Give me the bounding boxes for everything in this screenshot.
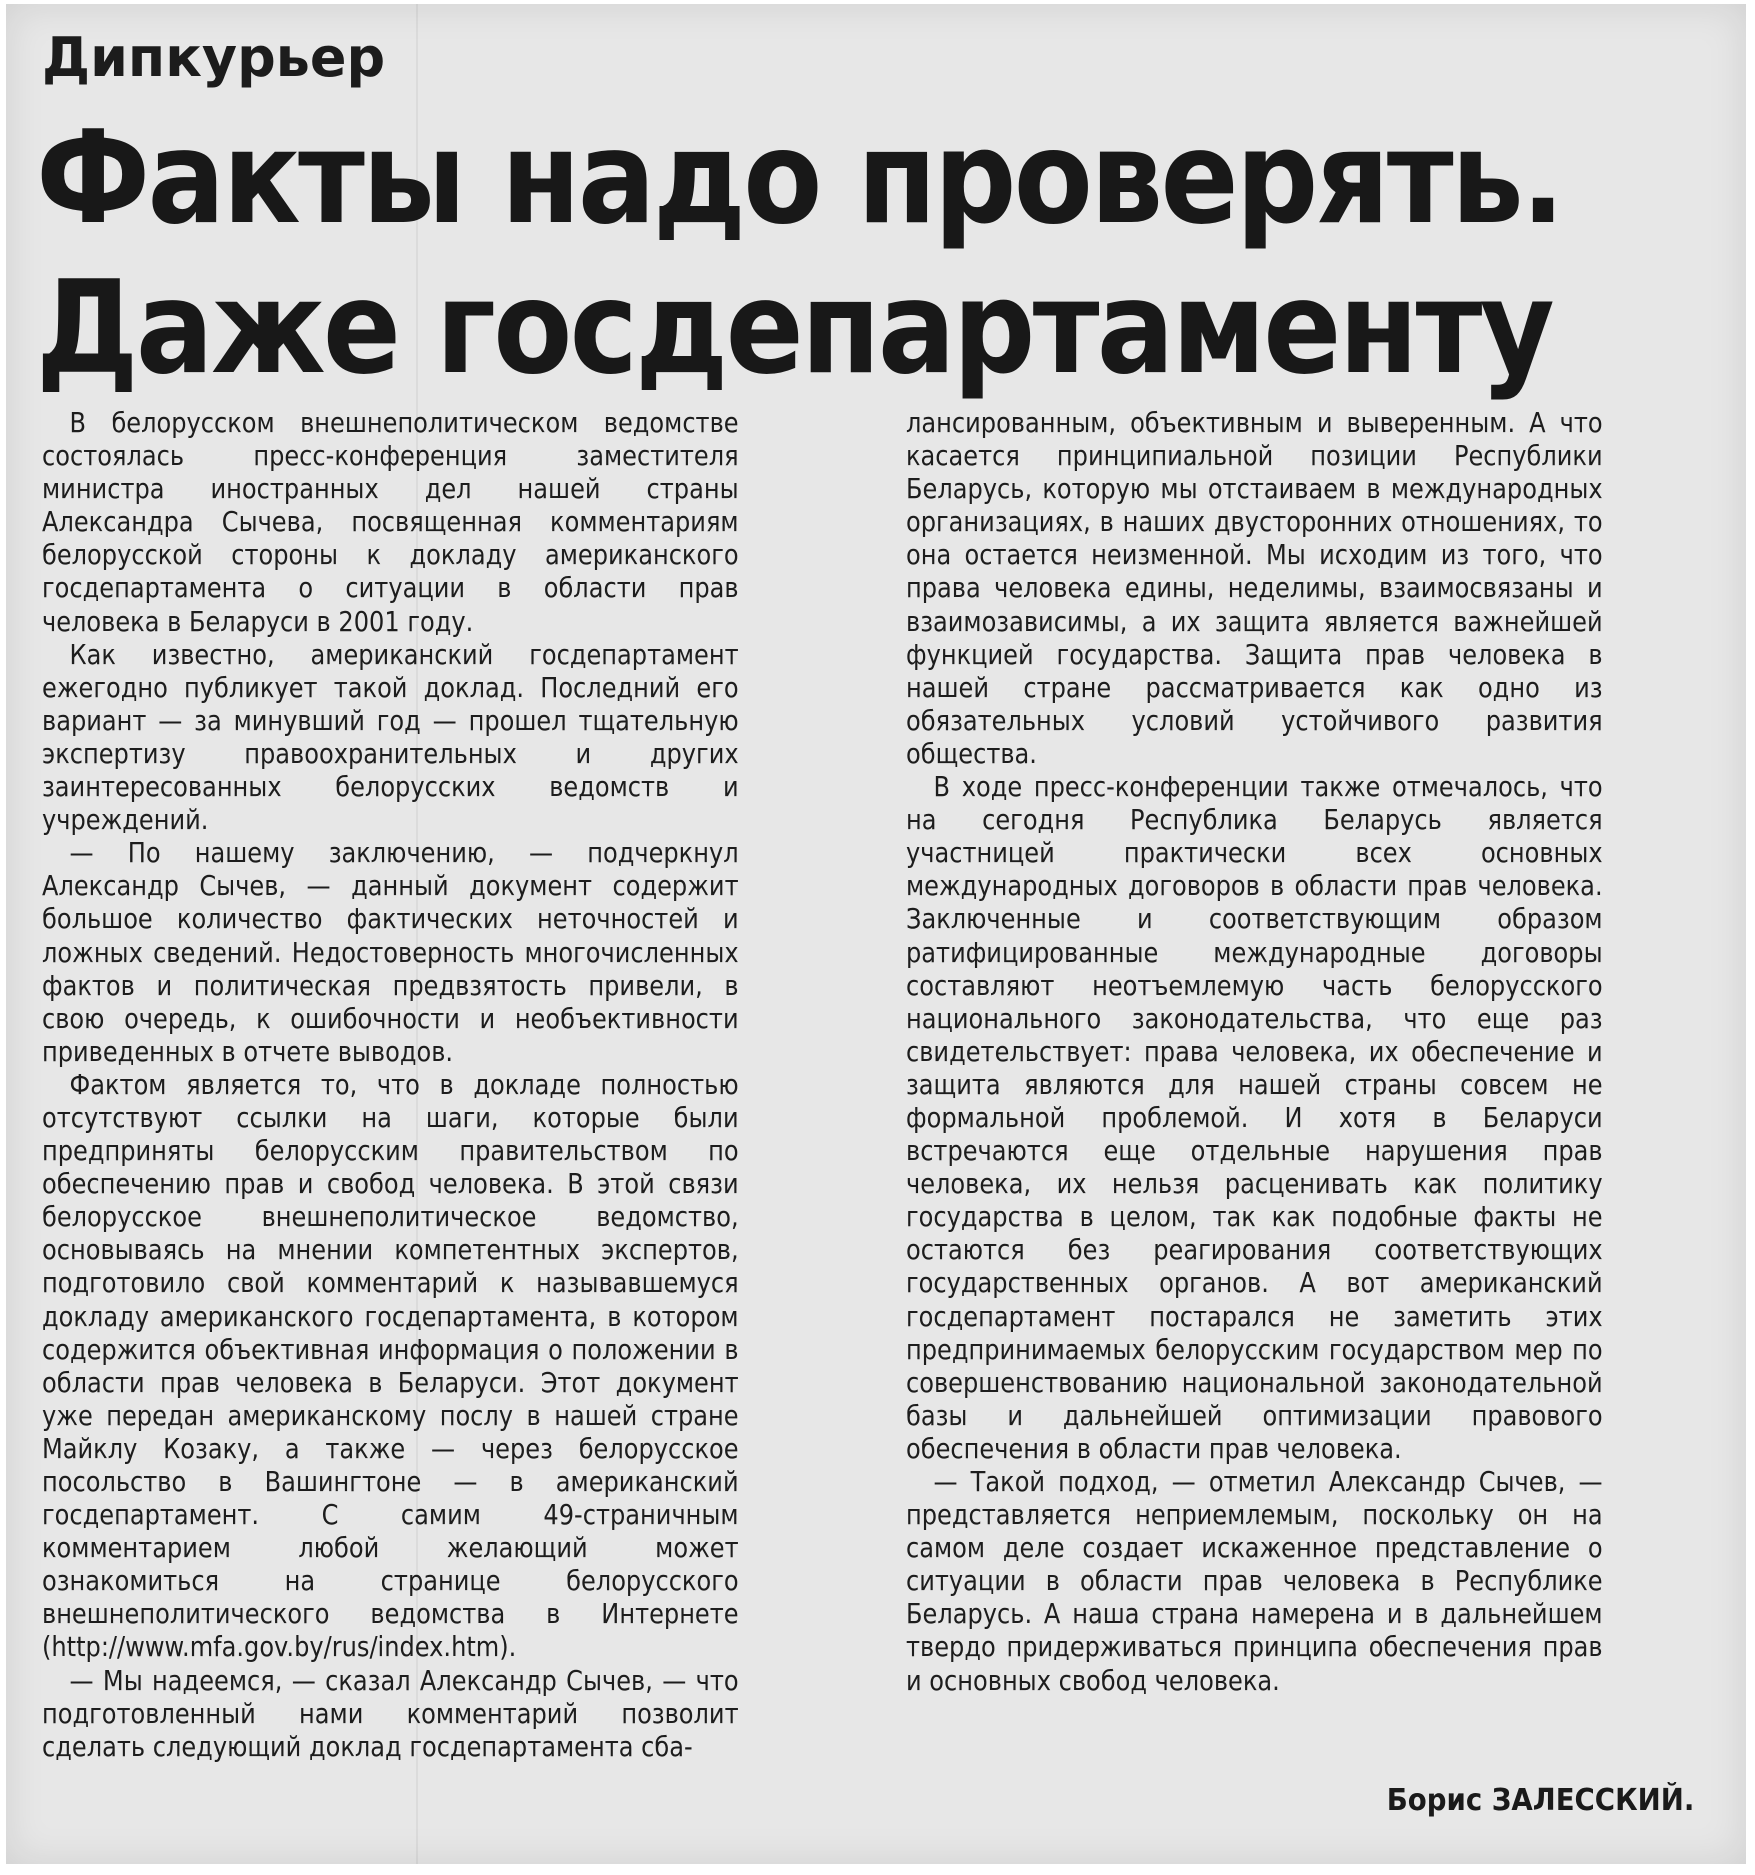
newspaper-clipping (6, 4, 1746, 1864)
paragraph-continuation: лансированным, объективным и выверенным. А что касается принципиальной позиции Республики Беларусь, которую мы отстаиваем в международных организациях, в наших двусторонних отношениях, то она остается неизменной. Мы исходим из того, что права человека едины, неделимы, взаимосвязаны и взаимозависимы, а их защита является важнейшей функцией государства. Защита прав человека в нашей стране рассматривается как одно из обязательных условий устойчивого развития общества. (906, 406, 1603, 770)
article-column-right (906, 406, 1603, 1697)
paragraph: — Мы надеемся, — сказал Александр Сычев, — что подготовленный нами комментарий позволит сделать следующий доклад госдепартамента сба- (42, 1663, 739, 1763)
headline-line-2: Даже госдепартаменту (36, 254, 1553, 403)
paragraph: — Такой подход, — отметил Александр Сычев, — представляется неприемлемым, поскольку он на самом деле создает искаженное представление о ситуации в области прав человека в Республике Беларусь. А наша страна намерена и в дальнейшем твердо придерживаться принципа обеспечения прав и основных свобод человека. (906, 1465, 1603, 1697)
paragraph: Как известно, американский госдепартамент ежегодно публикует такой доклад. Последний его вариант — за минувший год — прошел тщательную экспертизу правоохранительных и других заинтересованных белорусских ведомств и учреждений. (42, 637, 739, 837)
paragraph: — По нашему заключению, — подчеркнул Александр Сычев, — данный документ содержит большое количество фактических неточностей и ложных сведений. Недостоверность многочисленных фактов и политическая предвзятость привели, в свою очередь, к ошибочности и необъективности приведенных в отчете выводов. (42, 836, 739, 1068)
article-column-left (42, 406, 739, 1763)
paragraph: Фактом является то, что в докладе полностью отсутствуют ссылки на шаги, которые были предприняты белорусским правительством по обеспечению прав и свобод человека. В этой связи белорусское внешнеполитическое ведомство, основываясь на мнении компетентных экспертов, подготовило свой комментарий к называвшемуся докладу американского госдепартамента, в котором содержится объективная информация о положении в области прав человека в Беларуси. Этот документ уже передан американскому послу в нашей стране Майклу Козаку, а также — через белорусское посольство в Вашингтоне — в американский госдепартамент. С самим 49-страничным комментарием любой желающий может ознакомиться на странице белорусского внешнеполитического ведомства в Интернете (http://www.mfa.gov.by/rus/index.htm). (42, 1067, 739, 1664)
paragraph: В белорусском внешнеполитическом ведомстве состоялась пресс-конференция заместителя министра иностранных дел нашей страны Александра Сычева, посвященная комментариям белорусской стороны к докладу американского госдепартамента о ситуации в области прав человека в Беларуси в 2001 году. (42, 406, 739, 638)
headline-line-1: Факты надо проверять. (36, 104, 1563, 253)
rubric-label: Дипкурьер (42, 26, 386, 89)
author-signature: Борис ЗАЛЕССКИЙ. (1386, 1783, 1694, 1818)
paragraph: В ходе пресс-конференции также отмечалось, что на сегодня Республика Беларусь является участницей практически всех основных международных договоров в области прав человека. Заключенные и соответствующим образом ратифицированные международные договоры составляют неотъемлемую часть белорусского национального законодательства, что еще раз свидетельствует: права человека, их обеспечение и защита являются для нашей страны совсем не формальной проблемой. И хотя в Беларуси встречаются еще отдельные нарушения прав человека, их нельзя расценивать как политику государства в целом, так как подобные факты не остаются без реагирования соответствующих государственных органов. А вот американский госдепартамент постарался не заметить этих предпринимаемых белорусским государством мер по совершенствованию национальной законодательной базы и дальнейшей оптимизации правового обеспечения в области прав человека. (906, 770, 1603, 1465)
article-headline (36, 104, 1562, 404)
